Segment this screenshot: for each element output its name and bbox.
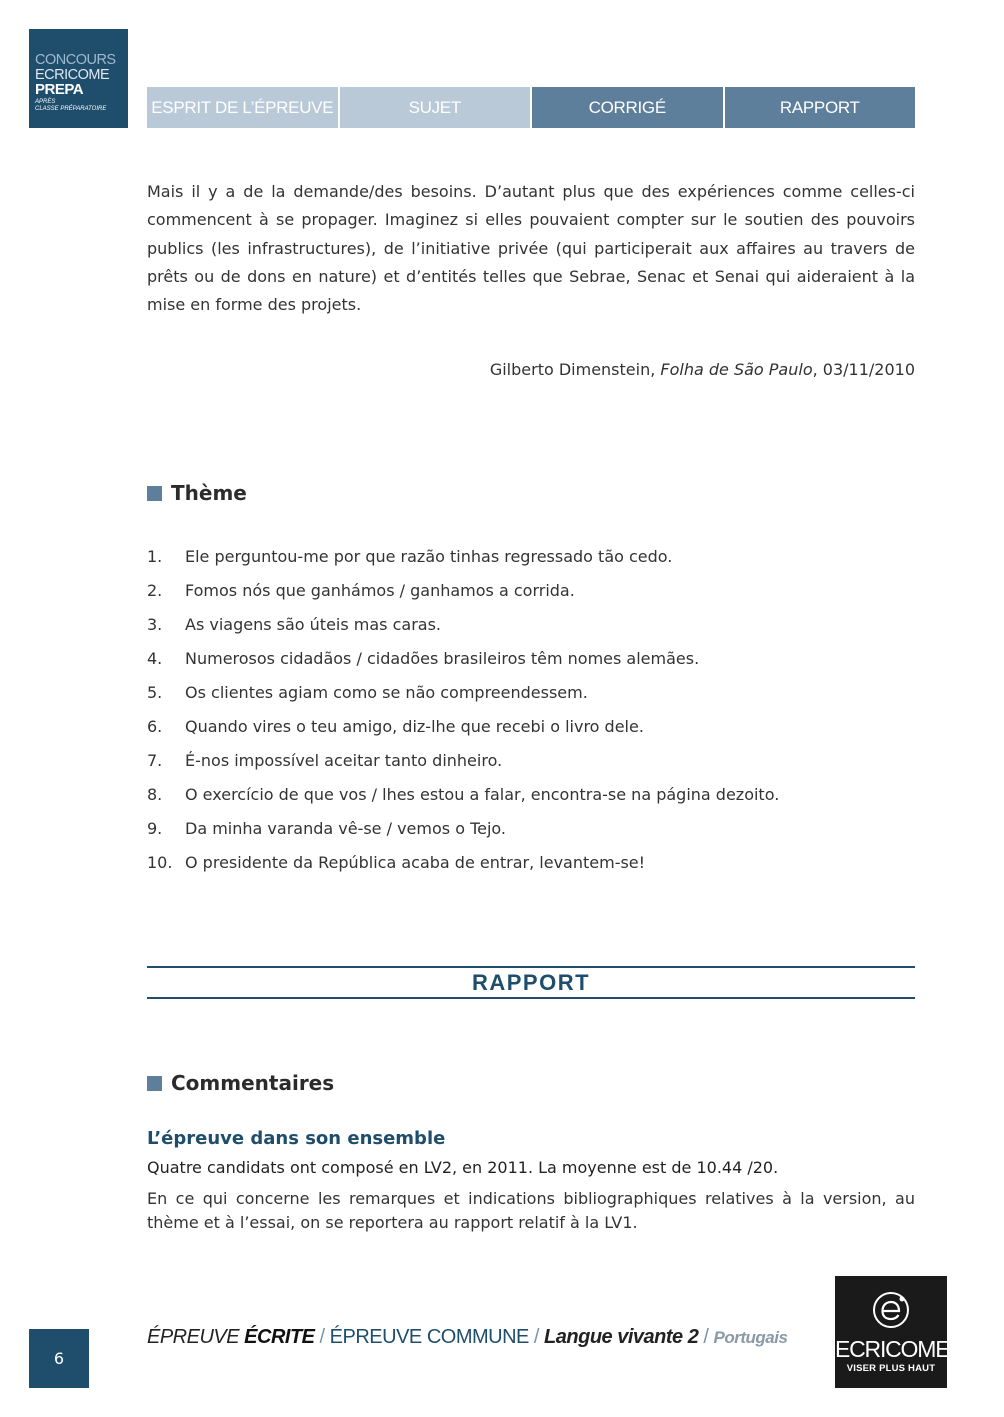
logo-line-apres — [35, 99, 122, 112]
logo-classe: CLASSE PRÉPARATOIRE — [35, 105, 107, 112]
list-item-text: Quando vires o teu amigo, diz-lhe que recebi o livro dele. — [185, 717, 644, 736]
lead-sentence: Quatre candidats ont composé en LV2, en 2011. La moyenne est de 10.44 /20. — [147, 1158, 779, 1177]
source-citation — [490, 360, 915, 379]
ecricome-tagline: VISER PLUS HAUT — [846, 1363, 936, 1374]
list-item-number: 9. — [147, 819, 163, 838]
list-item-number: 1. — [147, 547, 163, 566]
tab-rapport[interactable]: RAPPORT — [725, 87, 916, 128]
commentaires-heading — [147, 1071, 334, 1095]
list-item-number: 2. — [147, 581, 163, 600]
body-paragraph: Mais il y a de la demande/des besoins. D’autant plus que des expériences comme celles-ci commencent à se propager. Imaginez si elles pouvaient compter sur le soutien des pouvoirs publics (les infrastructures), de l’initiative privée (qui participerait aux affaires au travers de prêts ou de dons en nature) et d’entités telles que Sebrae, Senac et Senai qui aideraient à la mise en forme des projets. — [147, 182, 915, 315]
list-item-number: 4. — [147, 649, 163, 668]
list-item-number: 7. — [147, 751, 163, 770]
page-number: 6 — [29, 1329, 89, 1388]
footer-ecrite: ÉCRITE — [244, 1326, 315, 1348]
footer-langue: Langue vivante 2 — [544, 1326, 699, 1348]
rapport-section-title: RAPPORT — [147, 966, 915, 999]
tab-esprit[interactable]: ESPRIT DE L’ÉPREUVE — [147, 87, 338, 128]
list-item — [147, 579, 915, 613]
ecricome-name: ECRICOME — [835, 1336, 950, 1362]
list-item-text: O exercício de que vos / lhes estou a falar, encontra-se na página dezoito. — [185, 785, 780, 804]
theme-heading-text: Thème — [171, 481, 247, 505]
logo-apres: APRÈS — [35, 99, 56, 105]
footer-epreuve-2: ÉPREUVE — [329, 1326, 427, 1348]
list-item — [147, 783, 915, 817]
tab-corrige[interactable]: CORRIGÉ — [532, 87, 723, 128]
square-bullet-icon — [147, 1076, 162, 1091]
list-item-text: Numerosos cidadãos / cidadões brasileiros têm nomes alemães. — [185, 649, 700, 668]
ecricome-logo — [835, 1276, 950, 1388]
footer-sep: / — [528, 1326, 545, 1348]
footer-portugais: Portugais — [713, 1328, 788, 1347]
list-item-number: 5. — [147, 683, 163, 702]
concours-logo — [29, 29, 128, 128]
list-item — [147, 613, 915, 647]
list-item-text: Os clientes agiam como se não compreendessem. — [185, 683, 588, 702]
list-item-number: 10. — [147, 853, 173, 872]
ecricome-e-icon — [871, 1290, 911, 1330]
logo-line-ecricome: ECRICOME — [35, 66, 110, 83]
footer-sep: / — [698, 1326, 714, 1348]
theme-list — [147, 545, 915, 885]
commentaires-text: En ce qui concerne les remarques et indications bibliographiques relatives à la version, au thème et à l’essai, on se reportera au rapport relatif à la LV1. — [147, 1189, 915, 1232]
logo-line-prepa: PREPA — [35, 81, 84, 98]
subheading: L’épreuve dans son ensemble — [147, 1128, 446, 1149]
list-item-number: 6. — [147, 717, 163, 736]
list-item-text: É-nos impossível aceitar tanto dinheiro. — [185, 751, 503, 770]
square-bullet-icon — [147, 486, 162, 501]
footer-epreuve: ÉPREUVE — [147, 1326, 245, 1348]
footer-sep: / — [314, 1326, 330, 1348]
list-item-text: O presidente da República acaba de entrar, levantem-se! — [185, 853, 646, 872]
list-item — [147, 647, 915, 681]
source-author: Gilberto Dimenstein, — [489, 360, 661, 379]
list-item-text: Da minha varanda vê-se / vemos o Tejo. — [185, 819, 507, 838]
tab-sujet[interactable]: SUJET — [340, 87, 531, 128]
list-item-text: Ele perguntou-me por que razão tinhas regressado tão cedo. — [185, 547, 673, 566]
logo-line-concours: CONCOURS — [35, 52, 116, 68]
list-item — [147, 749, 915, 783]
list-item-number: 3. — [147, 615, 163, 634]
list-item — [147, 851, 915, 885]
list-item — [147, 817, 915, 851]
theme-heading — [147, 481, 247, 505]
source-date: , 03/11/2010 — [812, 360, 915, 379]
list-item-text: Fomos nós que ganhámos / ganhamos a corrida. — [185, 581, 575, 600]
source-publication: Folha de São Paulo — [660, 360, 813, 379]
list-item — [147, 715, 915, 749]
section-tabs — [147, 87, 915, 128]
list-item-number: 8. — [147, 785, 163, 804]
list-item — [147, 681, 915, 715]
list-item — [147, 545, 915, 579]
list-item-text: As viagens são úteis mas caras. — [185, 615, 442, 634]
footer-commune: COMMUNE — [426, 1326, 529, 1348]
commentaires-heading-text: Commentaires — [171, 1071, 335, 1095]
footer-title — [147, 1326, 787, 1349]
